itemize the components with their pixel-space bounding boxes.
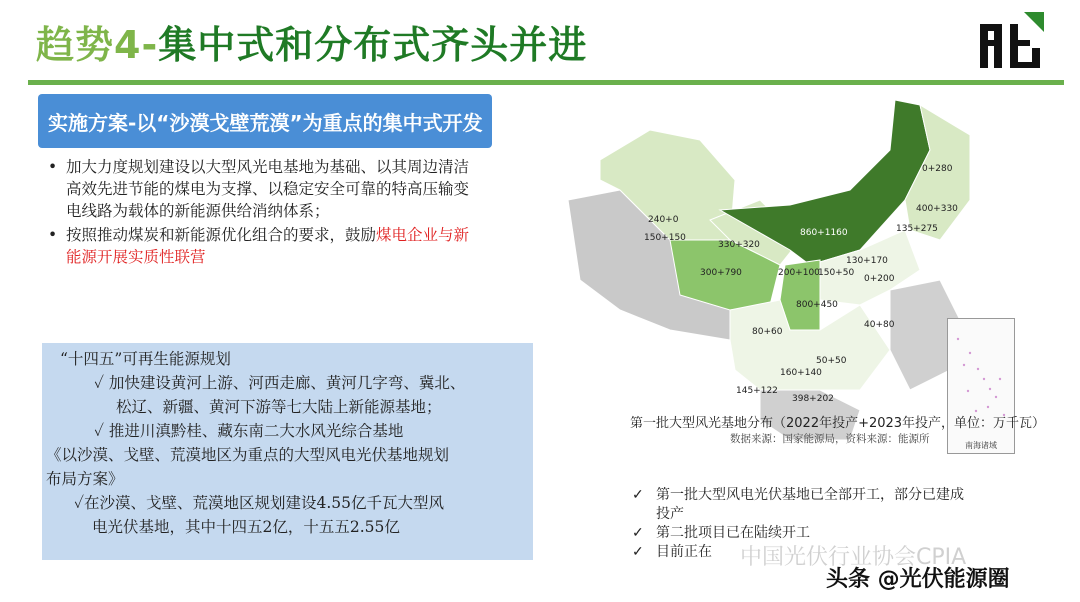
map-label: 860+1160: [800, 228, 848, 238]
map-label: 200+100: [778, 268, 820, 278]
progress-item: [630, 486, 1050, 505]
progress-text: 第二批项目已在陆续开工: [656, 525, 810, 541]
map-label: 0+200: [864, 274, 895, 284]
plan-item-cont: 电光伏基地，其中十四五2亿，十五五2.55亿: [92, 518, 400, 536]
map-label: 130+170: [846, 256, 888, 266]
plan-doc-title: 《以沙漠、戈壁、荒漠地区为重点的大型风电光伏基地规划: [46, 446, 450, 464]
progress-text: 目前正在: [656, 544, 712, 560]
brand-logo-icon: [976, 10, 1046, 72]
south-sea-inset: [947, 318, 1015, 454]
check-icon: ✓: [632, 525, 644, 541]
map-caption: 第一批大型风光基地分布（2022年投产+2023年投产，单位：万千瓦）: [630, 416, 1046, 431]
map-label: 150+50: [818, 268, 855, 278]
map-source: 数据来源：国家能源局，资料来源：能源所: [730, 433, 930, 445]
map-label: 400+330: [916, 204, 958, 214]
map-label: 160+140: [780, 368, 822, 378]
map-label: 135+275: [896, 224, 938, 234]
progress-text: 第一批大型风电光伏基地已全部开工，部分已建成: [656, 487, 964, 503]
map-label: 240+0: [648, 215, 679, 225]
map-label: 40+80: [864, 320, 895, 330]
map-label: 50+50: [816, 356, 847, 366]
title-divider: [28, 80, 1064, 85]
map-label: 300+790: [700, 268, 742, 278]
check-icon: ✓: [632, 544, 644, 560]
map-label: 330+320: [718, 240, 760, 250]
watermark: 头条 @光伏能源圈: [826, 567, 1010, 592]
watermark: 中国光伏行业协会CPIA: [740, 545, 967, 570]
progress-text: 投产: [656, 506, 684, 522]
map-label: 800+450: [796, 300, 838, 310]
inset-label: 南海诸域: [965, 441, 997, 450]
bullet-list: [44, 156, 484, 270]
page-title: [36, 14, 587, 69]
progress-item-cont: [630, 505, 1050, 524]
map-label: 398+202: [792, 394, 834, 404]
map-label: 150+150: [644, 233, 686, 243]
check-icon: ✓: [632, 487, 644, 503]
bullet-text: 加大力度规划建设以大型风光电基地为基础、以其周边清洁高效先进节能的煤电为支撑、以稳定安全可靠的特高压输变电线路为载体的新能源供给消纳体系；: [66, 158, 470, 220]
map-label: 0+280: [922, 164, 953, 174]
map-label: 80+60: [752, 327, 783, 337]
plan-item: ✓ 加快建设黄河上游、河西走廊、黄河几字弯、冀北、: [94, 374, 466, 392]
section-heading: 实施方案-以“沙漠戈壁荒漠”为重点的集中式开发: [38, 94, 492, 148]
title-main: 集中式和分布式齐头并进: [158, 23, 588, 67]
bullet-text: 按照推动煤炭和新能源优化组合的要求，鼓励: [66, 226, 377, 244]
bullet-highlight: 煤电企业与新能源开展实质性联营: [66, 226, 470, 266]
plan-item: ✓在沙漠、戈壁、荒漠地区规划建设4.55亿千瓦大型风: [74, 494, 445, 512]
bullet-item: • 按照推动煤炭和新能源优化组合的要求，鼓励煤电企业与新能源开展实质性联营: [48, 226, 470, 266]
plan-item-cont: 松辽、新疆、黄河下游等七大陆上新能源基地；: [116, 398, 442, 416]
map-label: 145+122: [736, 386, 778, 396]
plan-box: [42, 343, 533, 560]
bullet-item: • 加大力度规划建设以大型风光电基地为基础、以其周边清洁高效先进节能的煤电为支撑、以稳定安全可靠的特高压输变电线路为载体的新能源供给消纳体系；: [48, 158, 470, 220]
title-prefix: 趋势4-: [36, 23, 159, 67]
plan-heading: “十四五”可再生能源规划: [60, 350, 231, 368]
plan-item: ✓ 推进川滇黔桂、藏东南二大水风光综合基地: [94, 422, 404, 440]
plan-doc-title-cont: 布局方案》: [46, 470, 124, 488]
